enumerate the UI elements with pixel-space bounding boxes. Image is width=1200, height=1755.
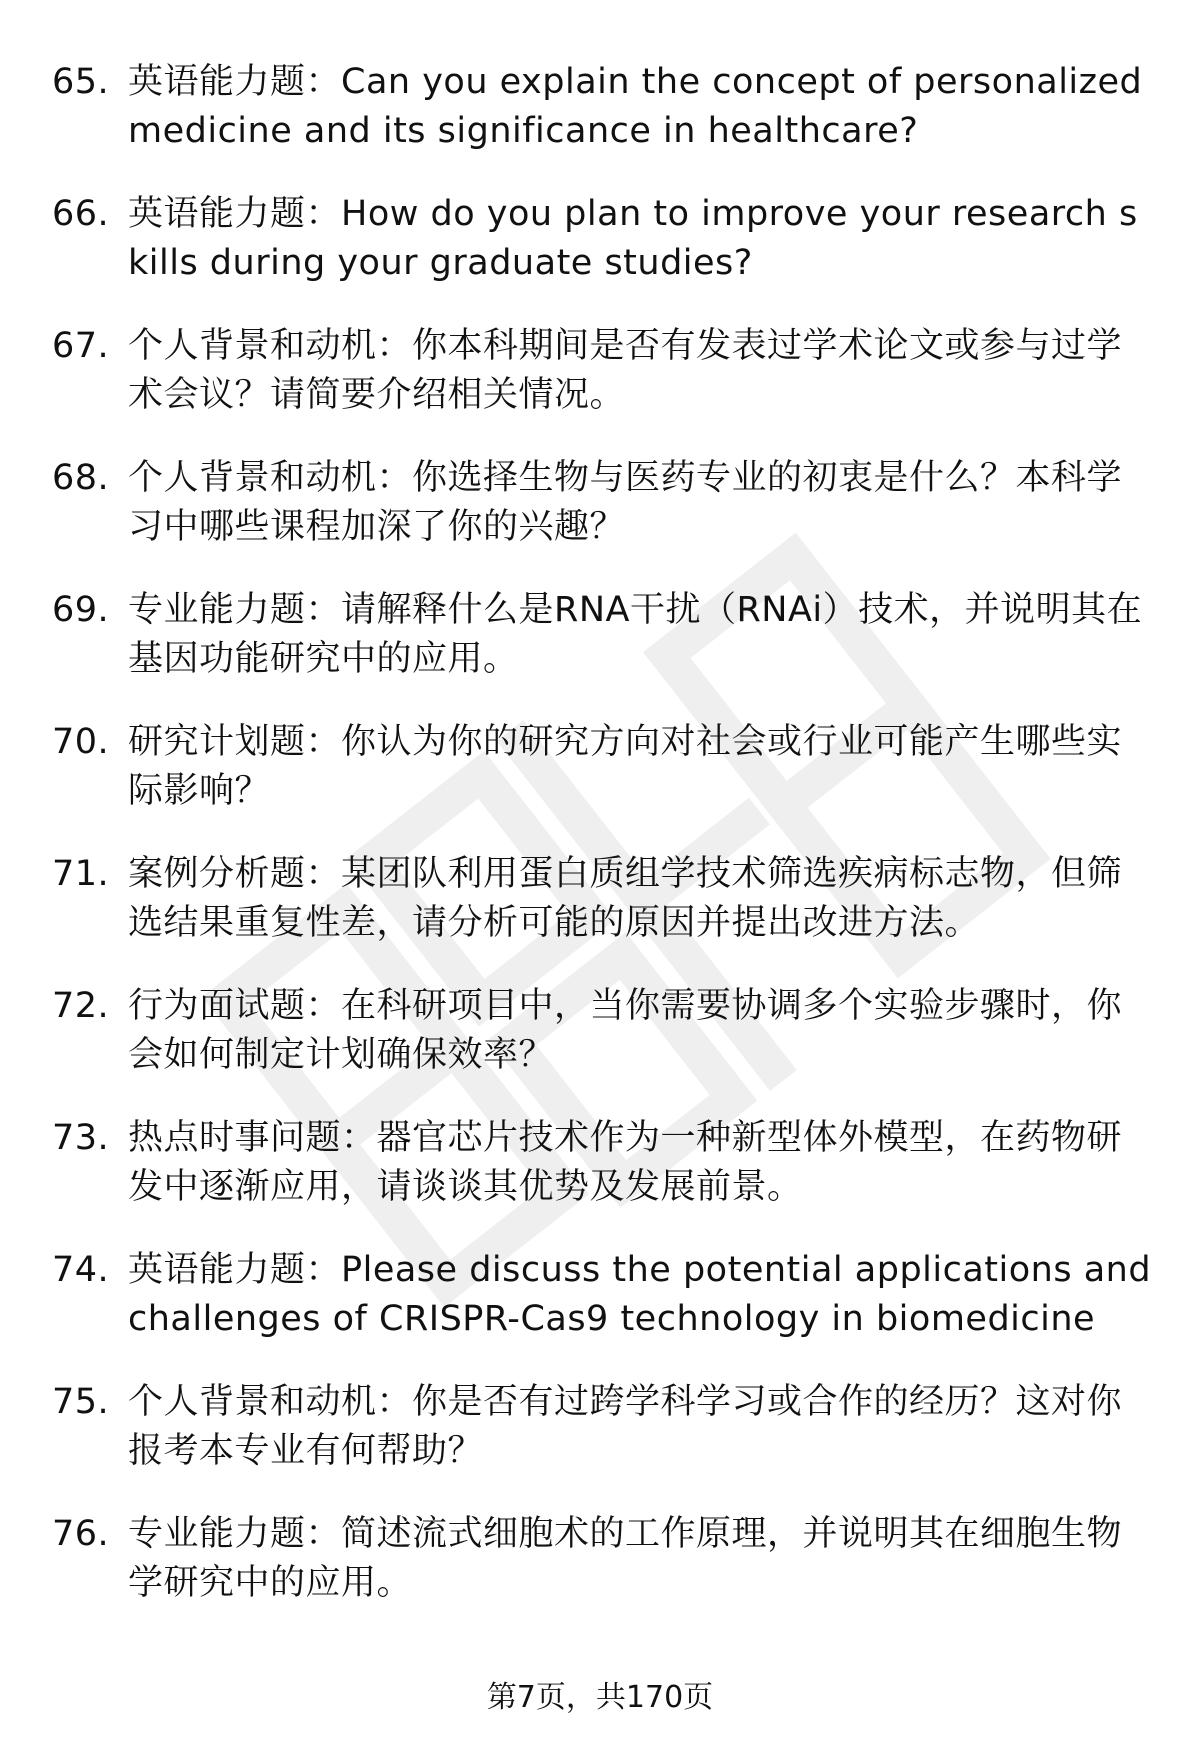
question-number: 73. xyxy=(52,1118,110,1158)
question-item xyxy=(52,586,1152,718)
question-number: 69. xyxy=(52,590,110,630)
question-text: 热点时事问题：器官芯片技术作为一种新型体外模型，在药物研发中逐渐应用，请谈谈其优势及发展前景。 xyxy=(128,1118,1123,1207)
question-text: 行为面试题：在科研项目中，当你需要协调多个实验步骤时，你会如何制定计划确保效率？ xyxy=(128,986,1123,1075)
page-footer: 第7页，共170页 xyxy=(486,1680,714,1715)
question-number: 67. xyxy=(52,326,110,366)
question-item xyxy=(52,718,1152,850)
question-text: 案例分析题：某团队利用蛋白质组学技术筛选疾病标志物，但筛选结果重复性差，请分析可能的原因并提出改进方法。 xyxy=(128,854,1123,943)
question-item xyxy=(52,1114,1152,1246)
question-text: 研究计划题：你认为你的研究方向对社会或行业可能产生哪些实际影响？ xyxy=(128,722,1123,811)
question-text: 英语能力题：How do you plan to improve your research skills during your graduate studies? xyxy=(128,194,1138,283)
question-number: 68. xyxy=(52,458,110,498)
question-item xyxy=(52,1378,1152,1510)
question-list xyxy=(52,58,1152,1642)
question-number: 74. xyxy=(52,1250,110,1290)
question-text: 个人背景和动机：你是否有过跨学科学习或合作的经历？这对你报考本专业有何帮助？ xyxy=(128,1382,1123,1471)
question-text: 个人背景和动机：你选择生物与医药专业的初衷是什么？本科学习中哪些课程加深了你的兴趣？ xyxy=(128,458,1123,547)
question-item xyxy=(52,1510,1152,1642)
question-item xyxy=(52,1246,1152,1378)
question-item xyxy=(52,190,1152,322)
question-number: 65. xyxy=(52,62,110,102)
question-number: 76. xyxy=(52,1514,110,1554)
question-text: 专业能力题：简述流式细胞术的工作原理，并说明其在细胞生物学研究中的应用。 xyxy=(128,1514,1123,1603)
question-text: 英语能力题：Can you explain the concept of personalized medicine and its significance in healthcare? xyxy=(128,62,1143,151)
question-item xyxy=(52,454,1152,586)
question-text: 专业能力题：请解释什么是RNA干扰（RNAi）技术，并说明其在基因功能研究中的应用。 xyxy=(128,590,1143,679)
question-number: 72. xyxy=(52,986,110,1026)
question-text: 个人背景和动机：你本科期间是否有发表过学术论文或参与过学术会议？请简要介绍相关情况。 xyxy=(128,326,1123,415)
question-text: 英语能力题：Please discuss the potential applications and challenges of CRISPR-Cas9 technology in biomedicine xyxy=(128,1250,1152,1339)
question-item xyxy=(52,322,1152,454)
question-number: 70. xyxy=(52,722,110,762)
question-item xyxy=(52,58,1152,190)
question-number: 75. xyxy=(52,1382,110,1422)
question-number: 66. xyxy=(52,194,110,234)
question-number: 71. xyxy=(52,854,110,894)
question-item xyxy=(52,982,1152,1114)
question-item xyxy=(52,850,1152,982)
